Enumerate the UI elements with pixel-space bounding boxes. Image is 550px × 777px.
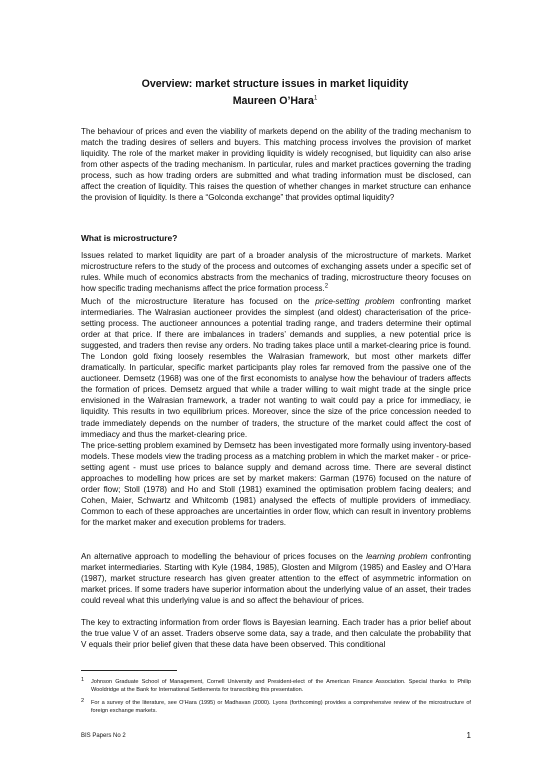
paragraph-microstructure bbox=[81, 250, 471, 294]
paragraph-bayesian: The key to extracting information from order flows is Bayesian learning. Each trader has a prior belief about the true value V of an asset. Traders observe some data, say a trade, and then calculate the probability that V equals their prior belief given that these data have been observed. This conditional bbox=[81, 618, 471, 650]
footnote-divider bbox=[81, 670, 177, 671]
paragraph-text: An alternative approach to modelling the behaviour of prices focuses on the bbox=[81, 552, 367, 561]
footnote-mark: 1 bbox=[313, 95, 318, 102]
author-name: Maureen O’Hara bbox=[232, 95, 314, 107]
paragraph-text: confronting market intermediaries. The Walrasian auctioneer provides the simplest (and oldest) characterisation of the price-setting process. The auctioneer announces a potential trading range, and traders determine their optimal order at that price. If there are imbalances in traders’ demands and supplies, a new potential price is suggested, and traders then revise any orders. No trading takes place until a market-clearing price is found. The London gold fixing loosely resembles the Walrasian framework, but most other markets differ dramatically. In particular, specific market participants play roles far removed from the passive one of the auctioneer. Demsetz (1968) was one of the first economists to analyse how the behaviour of traders affects the formation of prices. Demsetz argued that while a trader willing to wait might trade at the single price envisioned in the Walrasian framework, a trader not wanting to wait could pay a price for immediacy, ie liquidity. This results in two equilibrium prices. Moreover, since the size of the price concession needed to trade immediately depends on the number of traders, the structure of the market could affect the cost of immediacy and thus the market-clearing price. bbox=[81, 297, 471, 439]
author-line bbox=[0, 95, 550, 108]
emphasis-text: learning problem bbox=[366, 552, 428, 561]
paragraph-text: Much of the microstructure literature has focused on the bbox=[81, 297, 316, 306]
footnote-2 bbox=[81, 699, 471, 715]
page-number: 1 bbox=[466, 731, 471, 740]
paragraph-text: Issues related to market liquidity are part of a broader analysis of the microstructure of markets. Market microstructure refers to the study of the process and outcomes of exchanging assets under a specific set of rules. While much of economics abstracts from the mechanics of trading, microstructure theory focuses on how specific trading mechanisms affect the price formation process. bbox=[81, 251, 471, 294]
paragraph-demsetz: The price-setting problem examined by Demsetz has been investigated more formally using inventory-based models. These models view the trading process as a matching problem in which the market maker - or price-setting agent - must use prices to balance supply and demand across time. There are several distinct approaches to modelling how prices are set by market makers: Garman (1976) focused on the nature of order flow; Stoll (1978) and Ho and Stoll (1981) examined the optimisation problem facing dealers; and Cohen, Maier, Schwartz and Whitcomb (1981) analysed the effects of multiple providers of immediacy. Common to each of these approaches are uncertainties in order flow, which can result in inventory problems for the market maker and execution problems for traders. bbox=[81, 441, 472, 528]
paragraph-price-setting bbox=[81, 296, 471, 440]
section-heading: What is microstructure? bbox=[81, 233, 178, 243]
emphasis-text: price-setting problem bbox=[315, 297, 395, 306]
page-title: Overview: market structure issues in market liquidity bbox=[141, 78, 409, 90]
footer-publication: BIS Papers No 2 bbox=[81, 733, 126, 739]
footnote-mark: 2 bbox=[324, 283, 329, 290]
footnote-text: Johnson Graduate School of Management, Cornell University and President-elect of the American Finance Association. Special thanks to Philip Wooldridge at the Bank for International Settlements for transcribing this presentation. bbox=[91, 679, 471, 694]
intro-paragraph: The behaviour of prices and even the viability of markets depend on the ability of the trading mechanism to match the trading desires of sellers and buyers. This matching process involves the provision of market liquidity. The role of the market maker in providing liquidity is widely recognised, but liquidity can also arise from other aspects of the trading mechanism. In particular, rules and market practices governing the trading process, such as how trading orders are submitted and what trading information must be disclosed, can affect the creation of liquidity. This raises the question of whether changes in market structure can enhance the provision of liquidity. Is there a “Golconda exchange” that provides optimal liquidity? bbox=[81, 127, 471, 203]
footnote-number: 2 bbox=[81, 698, 85, 704]
paragraph-text: confronting market intermediaries. Starting with Kyle (1984, 1985), Glosten and Milgrom (1985) and Easley and O’Hara (1987), market structure research has given greater attention to the effect of asymmetric information on market prices. If some traders have superior information about the underlying value of an asset, their trades could reveal what this underlying value is and so affect the behaviour of prices. bbox=[81, 552, 472, 606]
footnote-number: 1 bbox=[81, 677, 85, 683]
footnote-1 bbox=[81, 678, 471, 694]
paragraph-learning bbox=[81, 551, 471, 606]
footnote-text: For a survey of the literature, see O’Hara (1995) or Madhavan (2000). Lyons (forthcoming) provides a comprehensive review of the microstructure of foreign exchange markets. bbox=[91, 700, 471, 715]
